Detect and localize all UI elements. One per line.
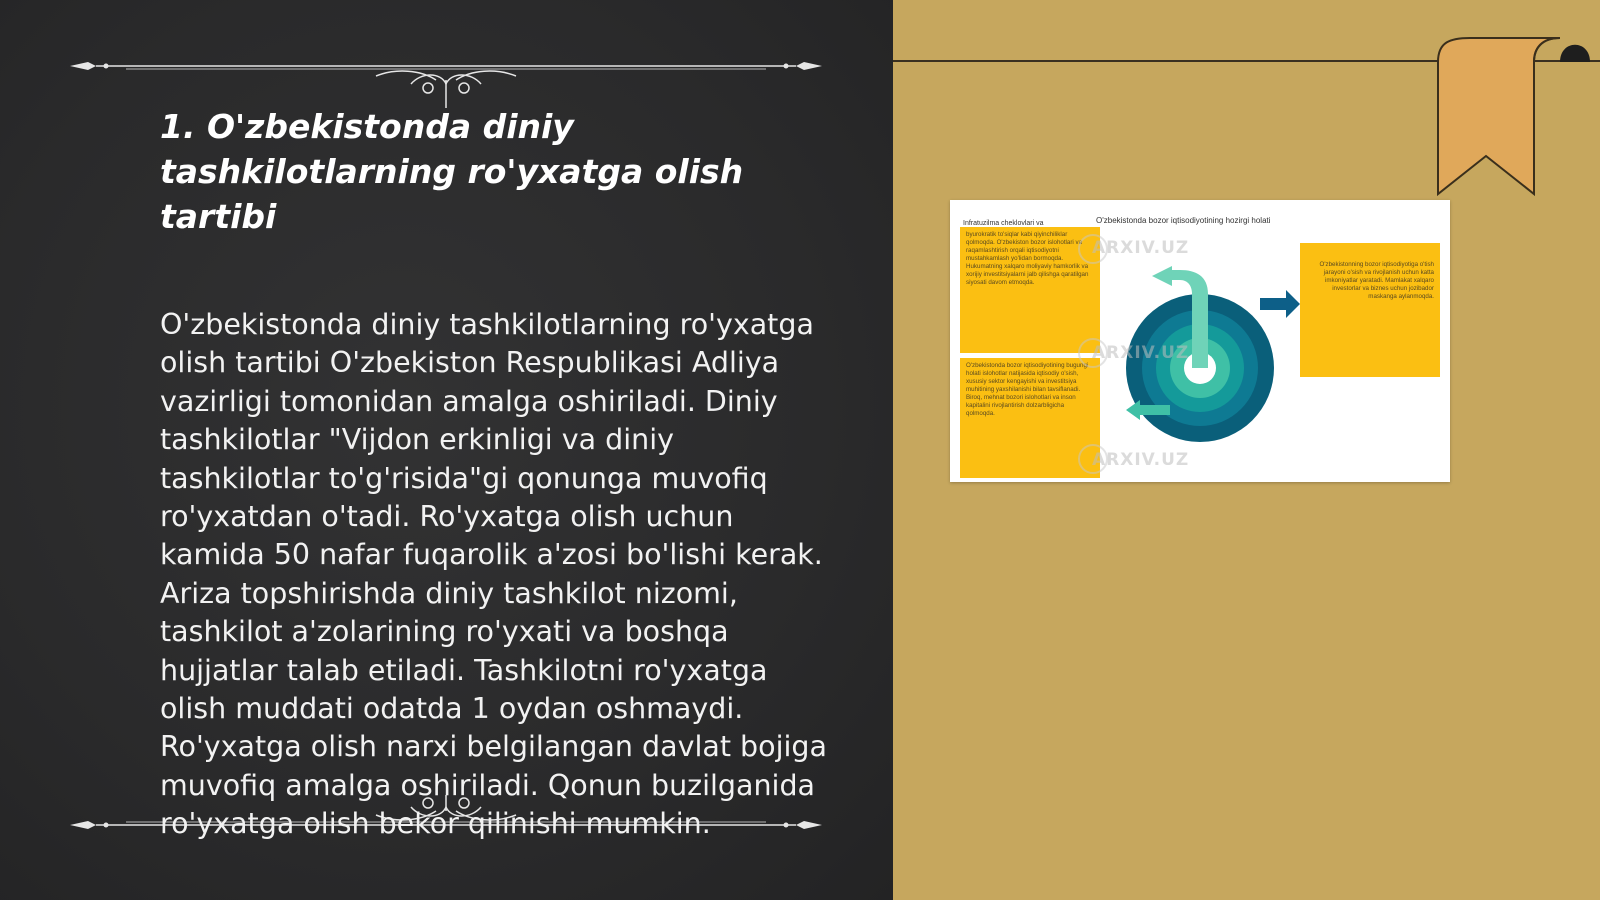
figure-left-heading: Infratuzilma cheklovlari va <box>963 220 1044 227</box>
watermark-text: ARXIV.UZ <box>1092 238 1190 258</box>
watermark-circle-icon <box>1078 234 1108 264</box>
cycle-diagram-icon <box>1100 250 1300 482</box>
watermark-circle-icon <box>1078 338 1108 368</box>
bookmark-icon <box>1430 34 1590 204</box>
watermark-text: ARXIV.UZ <box>1092 450 1190 470</box>
slide-title: 1. O'zbekistonda diniy tashkilotlarning ro'yxatga olish tartibi <box>160 107 744 236</box>
figure-box-right: O'zbekistonning bozor iqtisodiyotiga o'tish jarayoni o'sish va rivojlanish uchun katta imkoniyatlar yaratadi. Mamlakat xalqaro investorlar va biznes uchun jozibador maskanga aylanmoqda. <box>1300 243 1440 377</box>
top-ornament-icon <box>66 50 826 110</box>
slide-body-text: O'zbekistonda diniy tashkilotlarning ro'yxatga olish tartibi O'zbekiston Respublikasi Adliya vazirligi tomonidan amalga oshiriladi. Diniy tashkilotlar "Vijdon erkinligi va diniy tashkilotlar to'g'risida"gi qonunga muvofiq ro'yxatdan o'tadi. Ro'yxatga olish uchun kamida 50 nafar fuqarolik a'zosi bo'lishi kerak. Ariza topshirishda diniy tashkilot nizomi, tashkilot a'zolarining ro'yxati va boshqa hujjatlar talab etiladi. Tashkilotni ro'yxatga olish muddati odatda 1 oydan oshmaydi. Ro'yxatga olish narxi belgilangan davlat bojiga muvofiq amalga oshiriladi. Qonun buzilganida ro'yxatga olish bekor qilinishi mumkin. <box>160 308 827 841</box>
embedded-infographic <box>950 200 1450 482</box>
figure-box-top-left: byurokratik to'siqlar kabi qiyinchiliklar qolmoqda. O'zbekiston bozor islohotlari va raqamlashtirish orqali iqtisodiyotni mustahkamlash yo'lidan bormoqda. Hukumatning xalqaro moliyaviy hamkorlik va xorijiy investitsiyalarni jalb qilishga qaratilgan siyosati davom etmoqda. <box>960 227 1100 353</box>
watermark-text: ARXIV.UZ <box>1092 343 1190 363</box>
figure-box-bottom-left: O'zbekistonda bozor iqtisodiyotining bugungi holati islohotlar natijasida iqtisodiy o'sish, xususiy sektor kengayishi va investitsiya muhitining yaxshilanishi bilan tavsiflanadi. Biroq, mehnat bozori islohotlari va inson kapitalini rivojlantirish dolzarbligicha qolmoqda. <box>960 358 1100 478</box>
watermark-circle-icon <box>1078 444 1108 474</box>
figure-title: O'zbekistonda bozor iqtisodiyotining hozirgi holati <box>1096 216 1271 225</box>
